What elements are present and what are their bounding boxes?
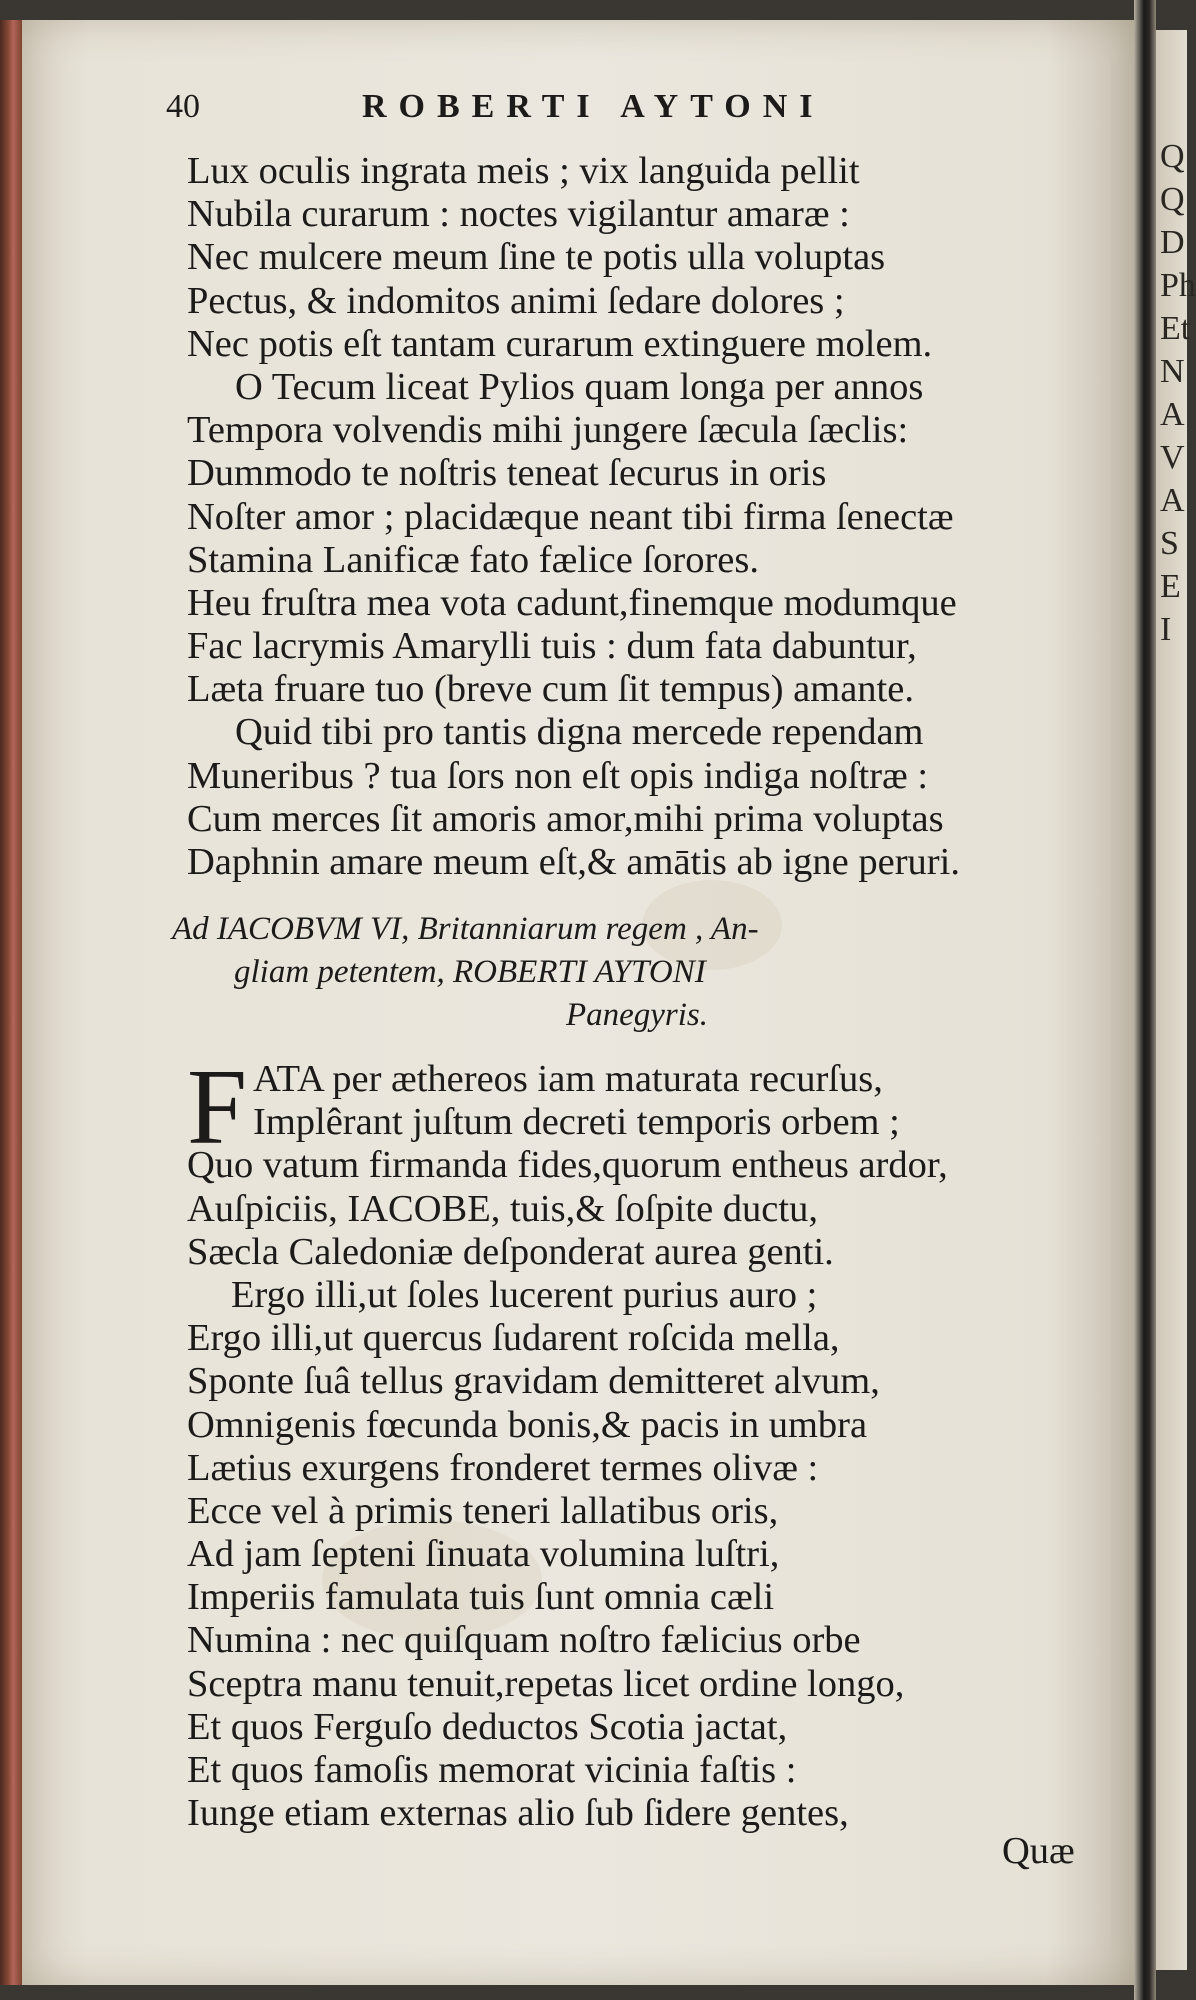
verse-line: Sæcla Caledoniæ deſponderat aurea genti. [187,1230,834,1273]
facing-page-edge [1156,30,1196,1970]
facing-page-letter: Q [1160,181,1185,218]
verse-line: ATA per æthereos iam maturata recurſus, [253,1058,883,1100]
verse-line: Et quos famoſis memorat vicinia faſtis : [187,1749,797,1791]
verse-line: Læta fruare tuo (breve cum ſit tempus) amante. [187,668,914,711]
verse-line: Lux oculis ingrata meis ; vix languida pellit [187,150,860,192]
verse-line: Fac lacrymis Amarylli tuis : dum fata dabuntur, [187,625,917,668]
verse-line: Et quos Ferguſo deductos Scotia jactat, [187,1705,788,1748]
verse-line: Noſter amor ; placidæque neant tibi firma ſenectæ [187,495,954,538]
verse-line: Cum merces ſit amoris amor,mihi prima voluptas [187,797,944,840]
running-head [166,82,946,132]
verse-line: Stamina Lanificæ fato fælice ſorores. [187,538,759,581]
verse-line: Dummodo te noſtris teneat ſecurus in oris [187,452,827,495]
facing-page-letter: D [1160,224,1185,261]
verse-line: Lætius exurgens fronderet termes olivæ : [187,1446,819,1489]
poem-heading [172,908,1122,1037]
facing-page-letter: V [1160,439,1185,476]
verse-line: Ecce vel à primis teneri lallatibus oris, [187,1489,779,1532]
facing-page-letter: I [1160,611,1172,648]
verse-line: Sponte ſuâ tellus gravidam demitteret alvum, [187,1360,880,1403]
verse-line: Heu fruſtra mea vota cadunt,finemque modumque [187,581,957,624]
verse-line: Quid tibi pro tantis digna mercede rependam [235,711,924,754]
verse-line: Nubila curarum : noctes vigilantur amaræ : [187,193,850,236]
facing-page-letter: A [1160,482,1185,519]
poem-panegyris [187,1048,1107,1835]
poem-elegy [187,150,1107,884]
verse-line: Ergo illi,ut ſoles lucerent purius auro ; [231,1273,818,1316]
running-title: ROBERTI AYTONI [362,88,825,125]
heading-line: Ad IACOBVM VI, Britanniarum regem , An- [172,911,759,947]
verse-line: Auſpiciis, IACOBE, tuis,& ſoſpite ductu, [187,1187,818,1230]
verse-line: Ergo illi,ut quercus ſudarent roſcida mella, [187,1317,840,1360]
facing-page-letter: A [1160,396,1185,433]
book-cover-edge [0,20,22,1985]
book-gutter [1134,0,1156,2000]
verse-line: Pectus, & indomitos animi ſedare dolores ; [187,279,845,322]
page-content [22,20,1134,1985]
verse-line: Iunge etiam externas alio ſub ſidere gentes, [187,1792,849,1835]
catchword: Quæ [1002,1830,1075,1872]
heading-line: gliam petentem, ROBERTI AYTONI [234,954,706,990]
verse-line: Imperiis famulata tuis ſunt omnia cæli [187,1576,775,1619]
heading-line: Panegyris. [565,997,709,1033]
page [22,20,1134,1985]
verse-line: Implêrant juſtum decreti temporis orbem ; [253,1101,900,1144]
verse-line: Nec mulcere meum ſine te potis ulla voluptas [187,236,886,279]
verse-line: Muneribus ? tua ſors non eſt opis indiga noſtræ : [187,754,929,797]
verse-line: O Tecum liceat Pylios quam longa per annos [235,365,924,408]
page-number: 40 [166,88,200,125]
verse-line: Daphnin amare meum eſt,& amātis ab igne peruri. [187,841,960,883]
facing-page-letter: Et [1160,310,1191,347]
facing-page-letter: Ph [1160,267,1196,304]
verse-line: Omnigenis fœcunda bonis,& pacis in umbra [187,1403,868,1446]
verse-line: Ad jam ſepteni ſinuata volumina luſtri, [187,1533,780,1576]
drop-cap: F [187,1048,248,1167]
facing-page-letter: N [1160,353,1185,390]
facing-page-letter: S [1160,525,1179,562]
verse-line: Tempora volvendis mihi jungere ſæcula ſæclis: [187,409,909,452]
facing-page-letter: Q [1160,138,1185,175]
verse-line: Quo vatum firmanda fides,quorum entheus ardor, [187,1144,948,1187]
facing-page-letter: E [1160,568,1181,605]
verse-line: Nec potis eſt tantam curarum extinguere molem. [187,322,933,365]
verse-line: Numina : nec quiſquam noſtro fælicius orbe [187,1619,861,1662]
verse-line: Sceptra manu tenuit,repetas licet ordine longo, [187,1662,905,1705]
